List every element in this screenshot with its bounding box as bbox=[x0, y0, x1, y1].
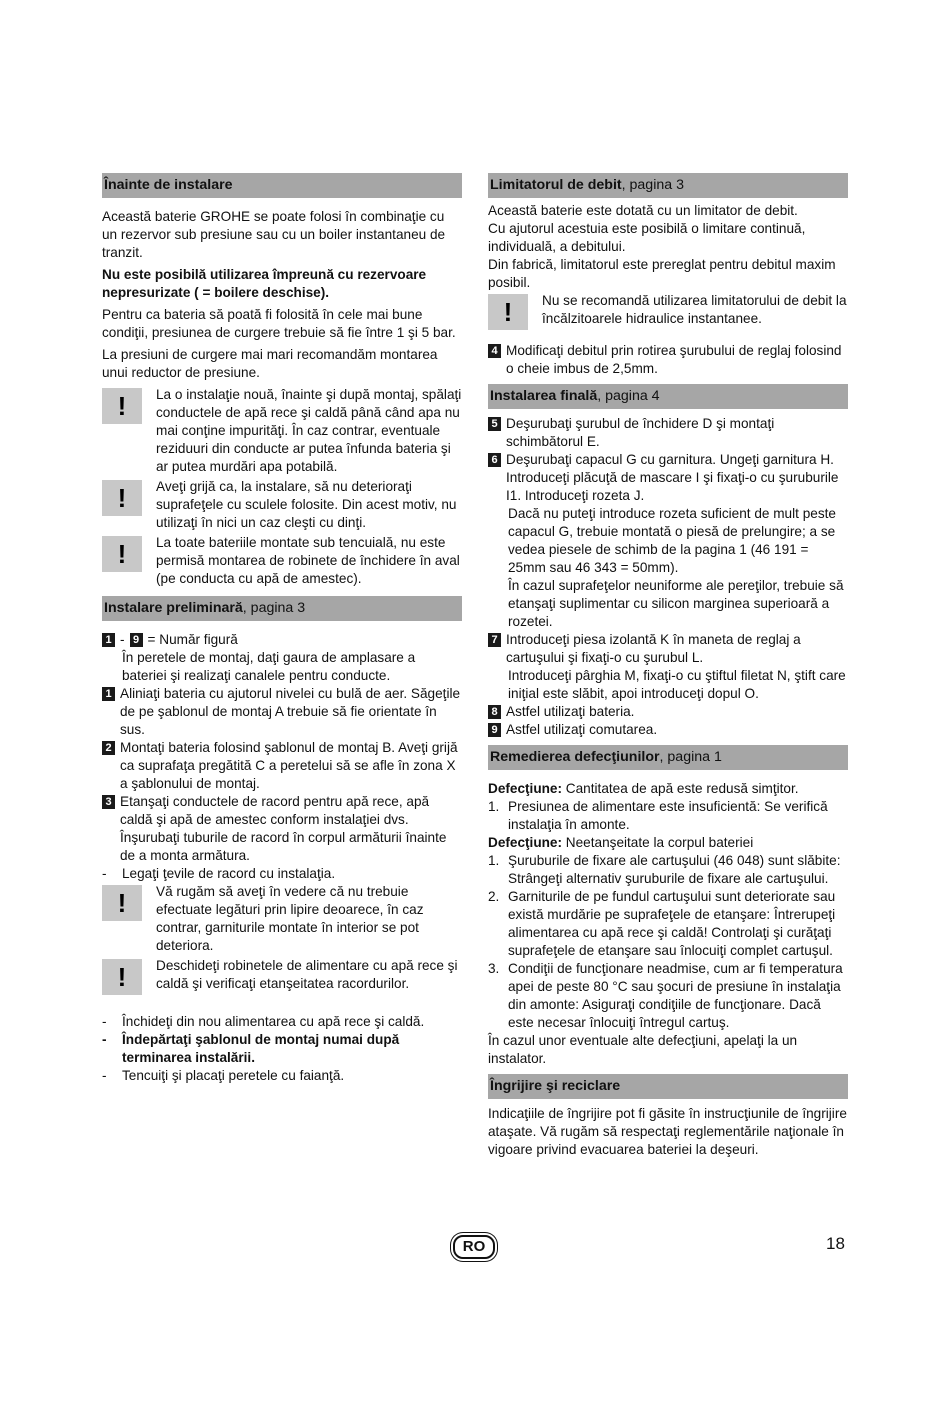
numbered-item: 3. Condiţii de funcţionare neadmise, cum ar fi temperatura apei de peste 80 °C sau şocuri de presiune în instalaţia din amonte: Asiguraţi condiţiile de funcţionare. Dacă este necesar înlocuiţi întregul cartuş. bbox=[488, 961, 843, 1030]
step-number-badge: 8 bbox=[488, 705, 501, 719]
warning-exclamation-icon: ! bbox=[102, 388, 142, 424]
paragraph-bold: Nu este posibilă utilizarea împreună cu rezervoare nepresurizate ( = boilere deschise). bbox=[102, 267, 427, 300]
section-heading-preliminary-install: Instalare preliminară, pagina 3 bbox=[102, 596, 462, 621]
warning-text: Vă rugăm să aveţi în vedere că nu trebuie efectuate legături prin lipire deoarece, în caz contrar, garniturile montate în interior se pot deteriora. bbox=[156, 884, 424, 953]
paragraph: La presiuni de curgere mai mari recomandăm montarea unui reductor de presiune. bbox=[102, 347, 438, 380]
fault-line: Defecţiune: Neetanşeitate la corpul bateriei bbox=[488, 835, 754, 850]
step-number-badge: 4 bbox=[488, 344, 501, 358]
paragraph: Această baterie este dotată cu un limitator de debit. bbox=[488, 203, 798, 218]
instruction-step: 6 Deşurubaţi capacul G cu garnitura. Ungeţi garnitura H. Introduceţi plăcuţă de mascare I şi fixaţi-o cu şuruburile I1. Introduceţi rozeta J. bbox=[488, 451, 848, 505]
paragraph: Introduceţi pârghia M, fixaţi-o cu ştiftul filetat N, ştift care iniţial este slăbit, apoi introduceţi dopul O. bbox=[508, 668, 846, 701]
paragraph: În cazul suprafeţelor neuniforme ale pereţilor, trebuie să etanşaţi suplimentar cu silicon marginea superioară a rozetei. bbox=[508, 578, 844, 629]
warning-exclamation-icon: ! bbox=[488, 294, 528, 330]
paragraph: Cu ajutorul acestuia este posibilă o limitare continuă, individuală, a debitului. bbox=[488, 221, 806, 254]
warning-note bbox=[102, 386, 462, 476]
warning-text: Nu se recomandă utilizarea limitatorului de debit la încălzitoarele hidraulice instantanee. bbox=[542, 293, 847, 326]
paragraph: În peretele de montaj, daţi gaura de amplasare a bateriei şi realizaţi canalele pentru conducte. bbox=[122, 650, 416, 683]
instruction-step: 1 Aliniaţi bateria cu ajutorul nivelei cu bulă de aer. Săgeţile de pe şablonul de montaj A trebuie să fie orientate în sus. bbox=[102, 685, 462, 739]
left-column bbox=[102, 173, 462, 1085]
warning-note bbox=[102, 957, 462, 995]
warning-exclamation-icon: ! bbox=[102, 959, 142, 995]
language-badge: RO bbox=[453, 1235, 495, 1259]
warning-exclamation-icon: ! bbox=[102, 885, 142, 921]
paragraph: Dacă nu puteţi introduce rozeta suficient de mult peste capacul G, trebuie montată o piesă de prelungire; a se vedea piesele de schimb de la pagina 1 (46 191 = 25mm sau 46 343 = 50mm). bbox=[508, 506, 836, 575]
numbered-item: 1. Presiunea de alimentare este insuficientă: Se verifică instalaţia în amonte. bbox=[488, 799, 828, 832]
step-number-badge: 1 bbox=[102, 633, 115, 647]
warning-exclamation-icon: ! bbox=[102, 480, 142, 516]
warning-note bbox=[102, 478, 462, 532]
dash-item: - Legaţi ţevile de racord cu instalaţia. bbox=[102, 866, 336, 881]
section-heading-final-install: Instalarea finală, pagina 4 bbox=[488, 384, 848, 409]
fault-line: Defecţiune: Cantitatea de apă este redusă simţitor. bbox=[488, 781, 799, 796]
instruction-step: 9 Astfel utilizaţi comutarea. bbox=[488, 721, 848, 739]
paragraph: În cazul unor eventuale alte defecţiuni, apelaţi la un instalator. bbox=[488, 1033, 798, 1066]
section-heading-care-recycling: Îngrijire şi reciclare bbox=[488, 1074, 848, 1099]
step-number-badge: 3 bbox=[102, 795, 115, 809]
paragraph: Pentru ca bateria să poată fi folosită în cele mai bune condiţii, presiunea de curgere trebuie să fie între 1 şi 5 bar. bbox=[102, 307, 456, 340]
instruction-step: 4 Modificaţi debitul prin rotirea şurubului de reglaj folosind o cheie imbus de 2,5mm. bbox=[488, 342, 848, 378]
warning-note bbox=[102, 534, 462, 588]
paragraph: Din fabrică, limitatorul este prereglat pentru debitul maxim posibil. bbox=[488, 257, 836, 290]
instruction-step: 2 Montaţi bateria folosind şablonul de montaj B. Aveţi grijă ca suprafaţa pregătită C a peretelui să se afle în zona X a şablonului de montaj. bbox=[102, 739, 462, 793]
instruction-step: 3 Etanşaţi conductele de racord pentru apă rece, apă caldă şi apă de amestec conform instalaţiei dvs. Înşurubaţi tuburile de racord în corpul armăturii înainte de a monta armătura. bbox=[102, 793, 462, 865]
step-number-badge: 1 bbox=[102, 687, 115, 701]
step-number-badge: 9 bbox=[488, 723, 501, 737]
dash-item-bold: - Îndepărtaţi şablonul de montaj numai după terminarea instalării. bbox=[102, 1032, 400, 1065]
figure-legend: 1 - 9 = Număr figură bbox=[102, 631, 462, 649]
section-heading-before-install: Înainte de instalare bbox=[102, 173, 462, 198]
section-heading-flow-limiter: Limitatorul de debit, pagina 3 bbox=[488, 173, 848, 198]
warning-text: Aveţi grijă ca, la instalare, să nu deterioraţi suprafeţele cu sculele folosite. Din acest motiv, nu utilizaţi în nici un caz cleşti cu dinţi. bbox=[156, 479, 457, 530]
paragraph: Indicaţiile de îngrijire pot fi găsite în instrucţiunile de îngrijire ataşate. Vă rugăm să respectaţi reglementările naţionale în vigoare privind evacuarea bateriei la deşeuri. bbox=[488, 1106, 847, 1157]
instruction-step: 8 Astfel utilizaţi bateria. bbox=[488, 703, 848, 721]
warning-text: La toate bateriile montate sub tencuială, nu este permisă montarea de robinete de închidere în aval (pe conducta cu apă de amestec). bbox=[156, 535, 460, 586]
instruction-step: 7 Introduceţi piesa izolantă K în maneta de reglaj a cartuşului şi fixaţi-o cu şurubul L. bbox=[488, 631, 848, 667]
step-number-badge: 5 bbox=[488, 417, 501, 431]
dash-item: - Tencuiţi şi placaţi peretele cu faianţă. bbox=[102, 1068, 345, 1083]
step-number-badge: 2 bbox=[102, 741, 115, 755]
dash-item: - Închideţi din nou alimentarea cu apă rece şi caldă. bbox=[102, 1014, 425, 1029]
numbered-item: 2. Garniturile de pe fundul cartuşului sunt deteriorate sau există murdărie pe suprafeţele de etanşare: Întrerupeţi alimentarea cu apă rece şi caldă! Controlaţi şi curăţaţi suprafeţele de etanşare sau înlocuiţi complet cartuşul. bbox=[488, 889, 836, 958]
step-number-badge: 9 bbox=[130, 633, 143, 647]
step-number-badge: 7 bbox=[488, 633, 501, 647]
right-column bbox=[488, 173, 848, 1163]
warning-exclamation-icon: ! bbox=[102, 536, 142, 572]
warning-text: La o instalaţie nouă, înainte şi după montaj, spălaţi conductele de apă rece şi caldă până când apa nu mai conţine impurităţi. În caz contrar, eventuale reziduuri din conducte ar putea înfunda bateria şi ar putea murdări apa potabilă. bbox=[156, 387, 462, 474]
instruction-step: 5 Deşurubaţi şurubul de închidere D şi montaţi schimbătorul E. bbox=[488, 415, 848, 451]
section-heading-troubleshooting: Remedierea defecţiunilor, pagina 1 bbox=[488, 745, 848, 770]
warning-text: Deschideţi robinetele de alimentare cu apă rece şi caldă şi verificaţi etanşeitatea racordurilor. bbox=[156, 958, 458, 991]
paragraph: Această baterie GROHE se poate folosi în combinaţie cu un rezervor sub presiune sau cu un boiler instantaneu de tranzit. bbox=[102, 209, 446, 260]
page-number: 18 bbox=[826, 1234, 845, 1253]
step-number-badge: 6 bbox=[488, 453, 501, 467]
numbered-item: 1. Şuruburile de fixare ale cartuşului (46 048) sunt slăbite: Strângeţi alternativ şuruburile de fixare ale cartuşului. bbox=[488, 853, 841, 886]
warning-note bbox=[102, 883, 462, 955]
warning-note bbox=[488, 292, 848, 330]
